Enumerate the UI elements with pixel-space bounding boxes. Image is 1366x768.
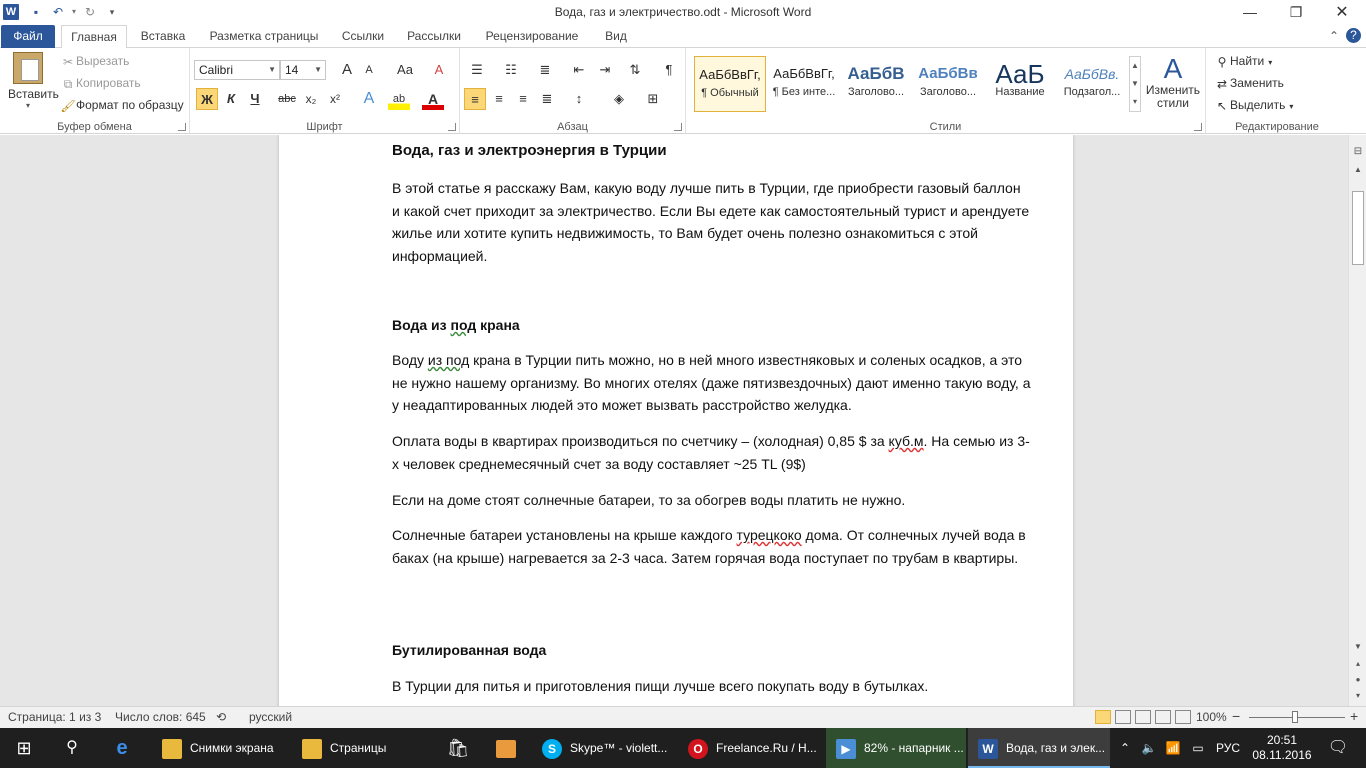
clipboard-group: [0, 48, 190, 134]
editing-group: [1206, 48, 1348, 134]
ruler-toggle-icon[interactable]: ⊟: [1353, 146, 1363, 157]
help-icon[interactable]: ?: [1346, 28, 1361, 43]
notifications-icon[interactable]: 🗨: [1327, 739, 1349, 756]
style-heading-1[interactable]: АаБбВ Заголово...: [847, 64, 905, 98]
paragraph-water-payment: Оплата воды в квартирах производиться по счетчику – (холодная) 0,85 $ за куб.м. На семью из 3-х человек среднемесячный счет за воду составляет ~25 TL (9$): [392, 433, 1030, 472]
tab-insert[interactable]: Вставка: [140, 29, 186, 43]
print-layout-view-icon[interactable]: [1095, 710, 1111, 724]
windows-start-icon[interactable]: ⊞: [16, 738, 32, 758]
italic-button[interactable]: К: [227, 91, 235, 106]
folder-icon: [302, 739, 322, 759]
font-group-label: Шрифт: [306, 121, 343, 133]
replace-icon: ⇄: [1216, 77, 1228, 91]
undo-dropdown-icon[interactable]: ▾: [71, 7, 76, 16]
vertical-scrollbar[interactable]: [1348, 135, 1366, 706]
clock-date: 08.11.2016: [1252, 748, 1312, 762]
tab-review[interactable]: Рецензирование: [485, 29, 579, 43]
tab-file[interactable]: Файл: [1, 25, 55, 48]
font-color-button[interactable]: A: [422, 88, 444, 110]
document-page[interactable]: [279, 135, 1073, 706]
taskbar-item-screenshots[interactable]: Снимки экрана: [152, 728, 282, 768]
zoom-level[interactable]: 100%: [1196, 710, 1227, 724]
paste-dropdown-icon: ▾: [25, 101, 30, 110]
clipboard-icon: [13, 52, 43, 84]
align-right-icon[interactable]: ≡: [519, 91, 527, 106]
paragraph-solar-1: Если на доме стоят солнечные батареи, то за обогрев воды платить не нужно.: [392, 492, 906, 508]
line-spacing-icon[interactable]: ↕: [575, 91, 583, 106]
battery-icon[interactable]: ▭: [1192, 741, 1204, 755]
scissors-icon: ✂: [62, 55, 74, 69]
align-left-icon[interactable]: ≡: [464, 88, 486, 110]
chevron-down-icon: ▼: [268, 65, 276, 74]
collapse-ribbon-icon[interactable]: ⌃: [1328, 29, 1340, 43]
styles-group: [686, 48, 1206, 134]
style-normal[interactable]: АаБбВвГг, ¶ Обычный: [694, 56, 766, 112]
tab-home[interactable]: Главная: [61, 25, 127, 49]
scroll-thumb[interactable]: [1352, 191, 1364, 265]
styles-group-label: Стили: [929, 121, 962, 133]
style-subtitle[interactable]: АаБбВв. Подзагол...: [1063, 66, 1121, 98]
media-player-icon[interactable]: [482, 728, 530, 768]
show-formatting-button[interactable]: ¶: [665, 62, 673, 77]
underline-button[interactable]: Ч: [250, 91, 260, 106]
font-name-select[interactable]: Calibri ▼: [194, 60, 280, 80]
change-styles-button[interactable]: A Изменить стили: [1145, 53, 1201, 110]
undo-icon[interactable]: ↶: [52, 5, 64, 19]
maximize-button[interactable]: ❐: [1289, 4, 1303, 20]
tab-references[interactable]: Ссылки: [341, 29, 385, 43]
bold-button[interactable]: Ж: [196, 88, 218, 110]
draft-view-icon[interactable]: [1175, 710, 1191, 724]
change-case-button[interactable]: Aa: [397, 62, 413, 77]
multilevel-list-icon[interactable]: ≣: [539, 62, 551, 77]
copy-button[interactable]: ⧉ Копировать: [60, 76, 141, 92]
paragraph-intro: В этой статье я расскажу Вам, какую воду лучше пить в Турции, где приобрести газовый баллон и какой счет приходит за электричество. Если Вы едете как самостоятельный турист и арендуете жилье или хотите купить недвижимость, то Вам будет очень полезно ознакомиться с этой информацией.: [392, 180, 1030, 264]
grow-font-button[interactable]: A: [341, 61, 352, 78]
browse-object-icon[interactable]: ●: [1355, 675, 1361, 684]
style-no-spacing[interactable]: АаБбВвГг, ¶ Без инте...: [772, 66, 836, 98]
customize-qat-icon[interactable]: ▾: [109, 7, 115, 17]
web-layout-view-icon[interactable]: [1135, 710, 1151, 724]
replace-button[interactable]: ⇄ Заменить: [1214, 76, 1284, 92]
styles-scroll[interactable]: ▲ ▼ ▾: [1129, 56, 1141, 112]
paragraph-group: [460, 48, 686, 134]
cursor-icon: ↖: [1216, 99, 1228, 113]
tray-chevron-up-icon[interactable]: ⌃: [1119, 741, 1131, 755]
tab-page-layout[interactable]: Разметка страницы: [209, 29, 319, 43]
paste-label: Вставить: [8, 87, 59, 101]
close-button[interactable]: ✕: [1335, 4, 1349, 21]
language-indicator[interactable]: русский: [249, 710, 293, 724]
clock[interactable]: [1250, 728, 1314, 768]
taskbar-item-pages[interactable]: Страницы: [292, 728, 422, 768]
cut-button[interactable]: ✂ Вырезать: [60, 54, 129, 70]
tab-view[interactable]: Вид: [605, 29, 627, 43]
heading-tap-water: Вода из под крана: [392, 317, 520, 333]
volume-icon[interactable]: 🔈: [1141, 741, 1157, 755]
styles-launcher-icon[interactable]: [1194, 123, 1202, 131]
taskbar-item-word[interactable]: W Вода, газ и элек...: [968, 728, 1110, 768]
save-icon[interactable]: ▪: [33, 5, 39, 19]
clipboard-group-label: Буфер обмена: [57, 121, 132, 133]
select-button[interactable]: ↖ Выделить ▾: [1214, 98, 1293, 114]
word-icon: W: [978, 739, 998, 759]
clear-formatting-button[interactable]: A: [434, 62, 444, 77]
ribbon-tabs: [0, 25, 1366, 48]
search-icon[interactable]: ⚲: [66, 739, 78, 756]
chevron-down-icon: ▾: [1289, 102, 1294, 112]
ribbon: [0, 48, 1366, 134]
bullets-icon[interactable]: ☰: [471, 62, 483, 77]
format-painter-button[interactable]: 🖌Формат по образцу: [60, 98, 184, 113]
outline-view-icon[interactable]: [1155, 710, 1171, 724]
align-center-icon[interactable]: ≡: [495, 91, 503, 106]
heading-bottled-water: Бутилированная вода: [392, 642, 547, 658]
paragraph-tap-water: Воду из под крана в Турции пить можно, но в ней много известняковых и соленых осадков, а это не нужно нашему организму. Во многих отелях (даже пятизвездочных) дают именно такую воду, а у неадаптированных людей это может вызвать расстройство желудка.: [392, 352, 1031, 413]
shrink-font-button[interactable]: A: [365, 64, 373, 76]
skype-icon: S: [542, 739, 562, 759]
proofing-icon[interactable]: ⟲: [216, 710, 227, 724]
opera-icon: O: [688, 739, 708, 759]
shading-icon[interactable]: ◈: [614, 91, 624, 106]
zoom-out-button[interactable]: −: [1232, 708, 1241, 724]
media-icon: ▶: [836, 739, 856, 759]
page-counter[interactable]: Страница: 1 из 3: [8, 710, 102, 724]
clock-time: 20:51: [1266, 733, 1298, 747]
paragraph-group-label: Абзац: [557, 121, 588, 133]
document-area[interactable]: [0, 135, 1348, 706]
taskbar-item-opera[interactable]: O Freelance.Ru / Н...: [678, 728, 824, 768]
minimize-button[interactable]: —: [1243, 4, 1257, 20]
scroll-down-icon[interactable]: ▼: [1354, 642, 1362, 651]
zoom-slider-knob[interactable]: [1292, 711, 1298, 723]
next-page-icon[interactable]: ▾: [1355, 691, 1360, 700]
paintbrush-icon: 🖌: [60, 99, 76, 113]
network-icon[interactable]: 📶: [1165, 741, 1181, 755]
taskbar-item-skype[interactable]: S Skype™ - violett...: [532, 728, 674, 768]
status-bar: [0, 706, 1366, 728]
paste-button[interactable]: [8, 52, 59, 112]
numbering-icon[interactable]: ☷: [505, 62, 517, 77]
input-language-indicator[interactable]: РУС: [1215, 741, 1241, 755]
edge-icon[interactable]: e: [116, 737, 128, 759]
taskbar: [0, 728, 1366, 768]
find-button[interactable]: ⚲ Найти ▾: [1214, 54, 1272, 70]
font-group: [190, 48, 460, 134]
paragraph-launcher-icon[interactable]: [674, 123, 682, 131]
copy-icon: ⧉: [63, 77, 73, 91]
editing-group-label: Редактирование: [1235, 121, 1319, 133]
superscript-button[interactable]: x²: [330, 92, 340, 106]
store-icon[interactable]: 🛍: [446, 738, 470, 758]
increase-indent-icon[interactable]: ⇥: [599, 62, 611, 77]
font-launcher-icon[interactable]: [448, 123, 456, 131]
change-styles-icon: A: [1163, 53, 1183, 84]
justify-icon[interactable]: ≣: [541, 91, 553, 106]
zoom-in-button[interactable]: +: [1350, 708, 1359, 724]
subscript-button[interactable]: x₂: [305, 92, 317, 106]
title-bar: [0, 0, 1366, 25]
strikethrough-button[interactable]: abc: [278, 93, 296, 105]
previous-page-icon[interactable]: ▴: [1355, 659, 1360, 668]
paragraph-bottled-water: В Турции для питья и приготовления пищи лучше всего покупать воду в бутылках.: [392, 678, 929, 694]
sort-icon[interactable]: ⇅: [629, 62, 641, 77]
text-effects-button[interactable]: A: [363, 90, 375, 107]
clipboard-launcher-icon[interactable]: [178, 123, 186, 131]
taskbar-item-download[interactable]: ▶ 82% - напарник ...: [826, 728, 966, 768]
folder-icon: [162, 739, 182, 759]
chevron-down-icon: ▾: [1268, 58, 1273, 68]
document-title: Вода, газ и электроэнергия в Турции: [392, 142, 667, 159]
redo-icon[interactable]: ↻: [84, 5, 96, 19]
style-title[interactable]: АаБ Название: [995, 62, 1045, 98]
word-count[interactable]: Число слов: 645: [115, 710, 206, 724]
word-app-icon[interactable]: W: [3, 4, 19, 20]
tab-mailings[interactable]: Рассылки: [407, 29, 461, 43]
decrease-indent-icon[interactable]: ⇤: [573, 62, 585, 77]
full-screen-reading-view-icon[interactable]: [1115, 710, 1131, 724]
scroll-up-icon[interactable]: ▲: [1354, 165, 1362, 174]
borders-icon[interactable]: ⊞: [647, 91, 659, 106]
window-title: Вода, газ и электричество.odt - Microsoft Word: [554, 5, 812, 19]
chevron-down-icon: ▼: [314, 65, 322, 74]
binoculars-icon: ⚲: [1217, 55, 1227, 69]
highlight-color-button[interactable]: ab: [388, 88, 410, 110]
style-heading-2[interactable]: АаБбВв Заголово...: [918, 65, 978, 98]
font-size-select[interactable]: 14 ▼: [280, 60, 326, 80]
paragraph-solar-2: Солнечные батареи установлены на крыше каждого турецкоко дома. От солнечных лучей вода в баках (на крыше) нагревается за 2-3 часа. Затем горячая вода поступает по трубам в квартиры.: [392, 527, 1026, 566]
